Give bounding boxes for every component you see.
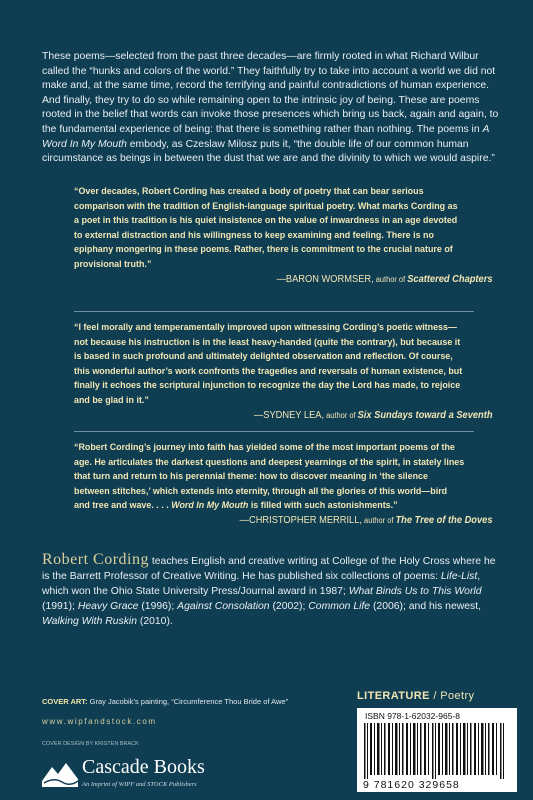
blurb-2-text: “I feel morally and temperamentally improved upon witnessing Cording’s poetic witness—not because his instruction is in the least heavy-handed (quite the contrary), but because it is based in such profound and ultimately delighted observation and reflection. Of course, this wonderful author’s work confronts the tragedies and reversals of human existence, but finally it echoes the scriptural injunction to recognize the day the Lord has made, to rejoice and be glad in it.”: [74, 322, 463, 406]
blurb-2: [74, 321, 493, 423]
cover-art-credit: COVER ART: Gray Jacobik’s painting, “Circumference Thou Bride of Awe”: [42, 697, 289, 706]
publisher-website[interactable]: www.wipfandstock.com: [42, 717, 157, 726]
blurb-3-attribution: —CHRISTOPHER MERRILL, author of The Tree of the Doves: [239, 514, 493, 526]
blurb-3: [74, 441, 493, 529]
blurb-1-attribution: —BARON WORMSER, author of Scattered Chapters: [276, 273, 493, 285]
publisher-tagline: An Imprint of WIPF and STOCK Publishers: [82, 781, 197, 788]
description-book-title: A Word In My Mouth: [42, 123, 490, 150]
category-label: LITERATURE / Poetry: [357, 690, 475, 702]
blurb-1: [74, 185, 493, 287]
blurb-1-text: “Over decades, Robert Cording has created a body of poetry that can bear serious comparison with the tradition of English-language spiritual poetry. What marks Cording as a poet in this tradition is his quiet insistence on the value of inwardness in an age devoted to external distraction and his willingness to keep examining and feeling. There is no epiphany mongering in these poems. Rather, there is commitment to the crucial nature of provisional truth.”: [74, 186, 458, 270]
blurb-3-book-title: Word In My Mouth: [171, 500, 249, 512]
isbn-text: ISBN 978-1-62032-965-8: [365, 711, 460, 721]
blurb-2-author: —SYDNEY LEA,: [253, 409, 325, 421]
description-paragraph: [42, 50, 500, 167]
description-text-2: embody, as Czeslaw Milosz puts it, “the double life of our common human circumstance as beings in between the dust that we are and the divinity to which we would aspire.”: [42, 138, 495, 165]
blurb-1-book: Scattered Chapters: [407, 273, 493, 285]
author-name: Robert Cording: [42, 551, 149, 568]
blurb-3-author: —CHRISTOPHER MERRILL,: [239, 514, 362, 526]
blurb-divider: [74, 431, 474, 432]
publisher-name: Cascade Books: [82, 756, 205, 778]
blurb-3-text: “Robert Cording’s journey into faith has yielded some of the most important poems of the age. He articulates the darkest questions and deepest yearnings of the spirit, in stately lines that turn and return to his perennial theme: how to discover meaning in ‘the silence between stitches,’ which extends into eternity, through all the glories of this world—bird and tree and wave. . . . Word In My Mouth is filled with such astonishments.”: [74, 442, 465, 512]
publisher-logo: [42, 753, 242, 789]
author-bio: Robert Cording teaches English and creative writing at College of the Holy Cross where he is the Barrett Professor of Creative Writing. He has published six collections of poems: Life-List, which won the Ohio State University Press/Journal award in 1987; What Binds Us to This World (1991); Heavy Grace (1996); Against Consolation (2002); Common Life (2006); and his newest, Walking With Ruskin (2010).: [42, 551, 496, 627]
blurb-2-book: Six Sundays toward a Seventh: [357, 409, 493, 421]
mountain-logo-icon: [42, 757, 78, 787]
blurb-1-author: —BARON WORMSER,: [276, 273, 374, 285]
cover-design-credit: COVER DESIGN BY KRISTEN BRACK: [42, 741, 139, 747]
description-text-1: These poems—selected from the past three decades—are firmly rooted in what Richard Wilbur called the “hunks and colors of the world.” They faithfully try to take into account a world we did not make and, at the same time, record the terrifying and painful contradictions of human experience. And finally, they try to do so while remaining open to the intrinsic joy of being. These are poems rooted in the belief that words can invoke those presences which bring us back, again and again, to the fundamental experience of being: that there is something rather than nothing. The poems in: [42, 51, 499, 135]
barcode: [357, 708, 517, 792]
blurb-3-book: The Tree of the Doves: [395, 514, 493, 526]
blurb-divider: [74, 311, 474, 312]
barcode-bars: [362, 723, 512, 779]
barcode-number: 9 781620 329658: [363, 779, 460, 791]
blurb-2-attribution: —SYDNEY LEA, author of Six Sundays toward a Seventh: [253, 409, 493, 421]
